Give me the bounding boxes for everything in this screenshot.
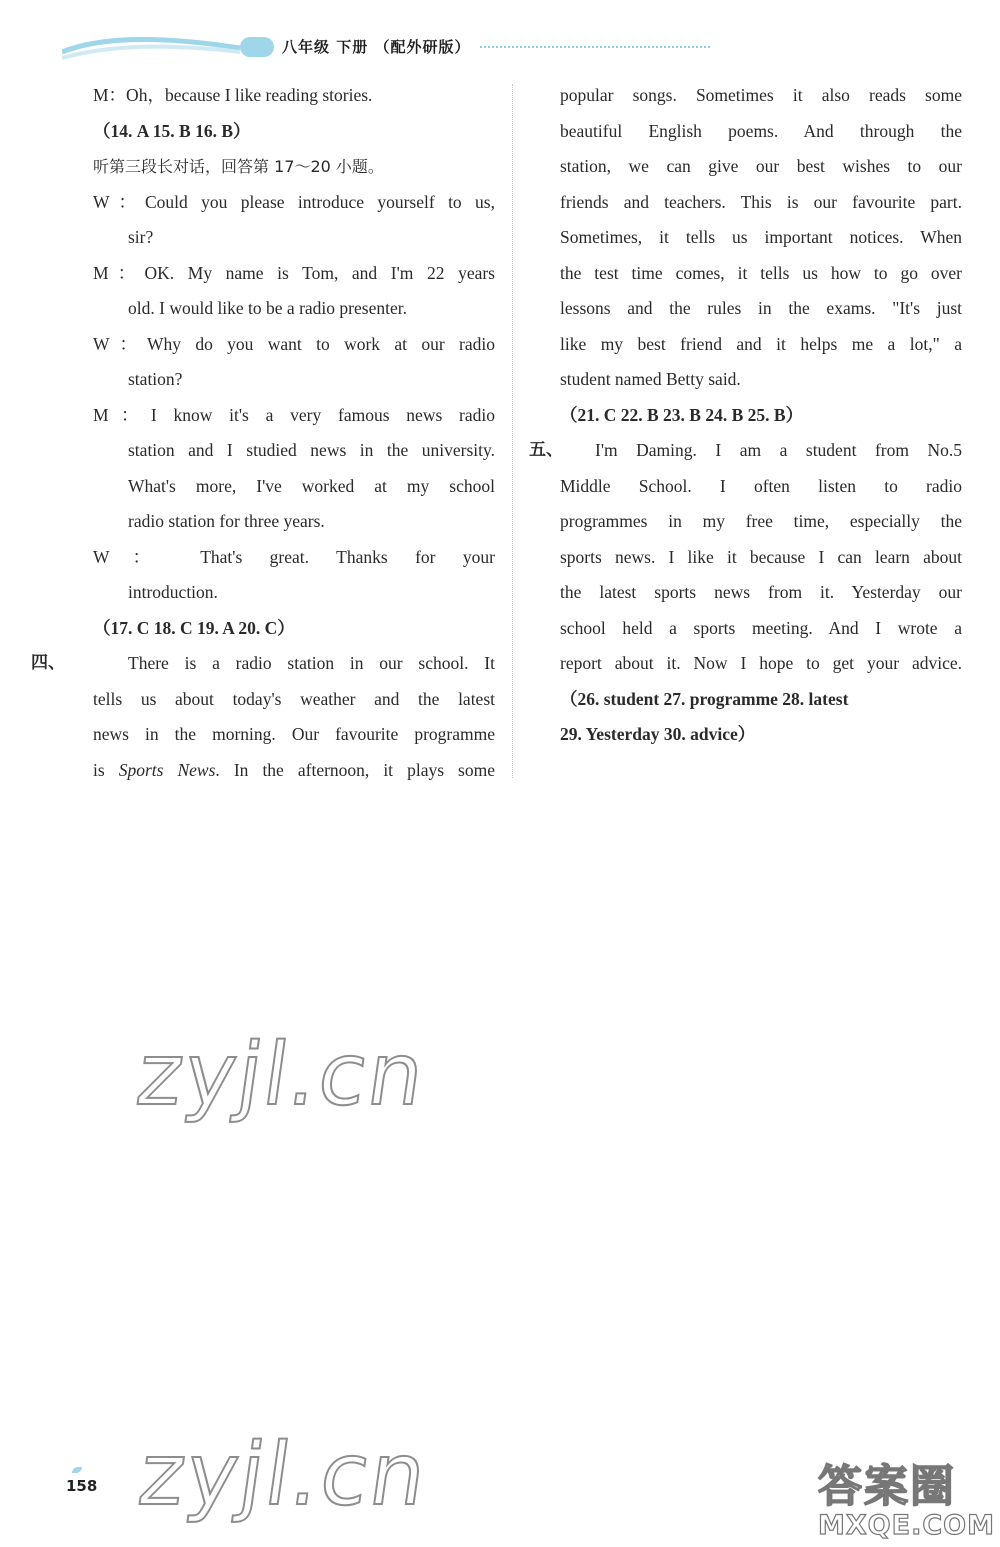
header-swoosh-decoration [62,34,242,62]
series-badge [240,37,274,57]
dialogue-line: M：I know it's a very famous news radio [93,404,495,425]
dialogue-line: station and I studied news in the university. [128,440,495,460]
dialogue-line: M：OK. My name is Tom, and I'm 22 years [93,262,495,283]
logo-site: MXQE.COM [818,1510,995,1541]
section-five [529,433,962,753]
passage-line: report about it. Now I hope to get your advice. [560,653,962,673]
passage-line: the latest sports news from it. Yesterday our [560,582,962,602]
answer-key: （26. student 27. programme 28. latest [560,688,849,709]
dialogue-line: W： That's great. Thanks for your [93,546,495,567]
dialogue-line: W：Could you please introduce yourself to us, [93,191,495,212]
passage-line: There is a radio station in our school. It [128,653,495,673]
passage-line: programmes in my free time, especially the [560,511,962,531]
passage-line: student named Betty said. [560,369,741,389]
dialogue-line: station? [128,369,183,389]
dialogue-line: W：Why do you want to work at our radio [93,333,495,354]
dialogue-line: sir? [128,227,154,247]
page-number [66,1477,97,1495]
section-four [31,646,495,788]
passage-text: is [93,759,119,780]
answer-key: （21. C 22. B 23. B 24. B 25. B） [560,404,804,425]
passage-line: Sometimes, it tells us important notices. When [560,227,962,247]
column-divider [512,84,513,778]
passage-line [93,753,495,789]
passage-line: Middle School. I often listen to radio [560,475,962,496]
programme-title: Sports News [118,759,216,780]
passage-line: friends and teachers. This is our favourite part. [560,191,962,212]
passage-line: school held a sports meeting. And I wrote a [560,617,962,638]
page-number-text: 158 [66,1477,98,1495]
passage-line: I'm Daming. I am a student from No.5 [595,440,962,460]
left-column [31,78,495,788]
page-header [62,30,662,64]
passage-line: the test time comes, it tells us how to go over [560,262,962,283]
watermark: zyjl.cn [130,1025,432,1125]
dialogue-line: introduction. [128,582,218,602]
passage-line: tells us about today's weather and the latest [93,688,495,709]
dialogue-line: M：Oh，because I like reading stories. [93,85,373,105]
passage-line: like my best friend and it helps me a lot," a [560,333,962,354]
right-column [529,78,962,753]
answer-key: 29. Yesterday 30. advice） [560,724,756,744]
logo-mark: 答案圈 [818,1461,956,1512]
passage-line: station, we can give our best wishes to our [560,156,962,176]
book-title: 八年级 下册 （配外研版） [282,38,471,56]
header-dotted-line [480,46,710,50]
dialogue-line: radio station for three years. [128,511,325,531]
passage-text: . In the afternoon, it plays some [215,759,495,780]
dialogue-line: old. I would like to be a radio presenter. [128,298,407,318]
passage-line: news in the morning. Our favourite programme [93,724,495,744]
site-logo [818,1450,998,1545]
answer-key: （14. A 15. B 16. B） [93,120,251,141]
leaf-icon [72,1467,82,1473]
dialogue-line: What's more, I've worked at my school [128,475,495,496]
passage-line: popular songs. Sometimes it also reads some [560,85,962,105]
section-number: 四、 [31,653,65,673]
watermark: zyjl.cn [132,1425,434,1525]
section-instruction: 听第三段长对话，回答第 17～20 小题。 [93,157,384,176]
passage-line: beautiful English poems. And through the [560,120,962,141]
answer-key: （17. C 18. C 19. A 20. C） [93,617,295,638]
passage-line: sports news. I like it because I can learn about [560,546,962,567]
passage-line: lessons and the rules in the exams. "It's just [560,298,962,318]
section-number: 五、 [529,440,563,460]
